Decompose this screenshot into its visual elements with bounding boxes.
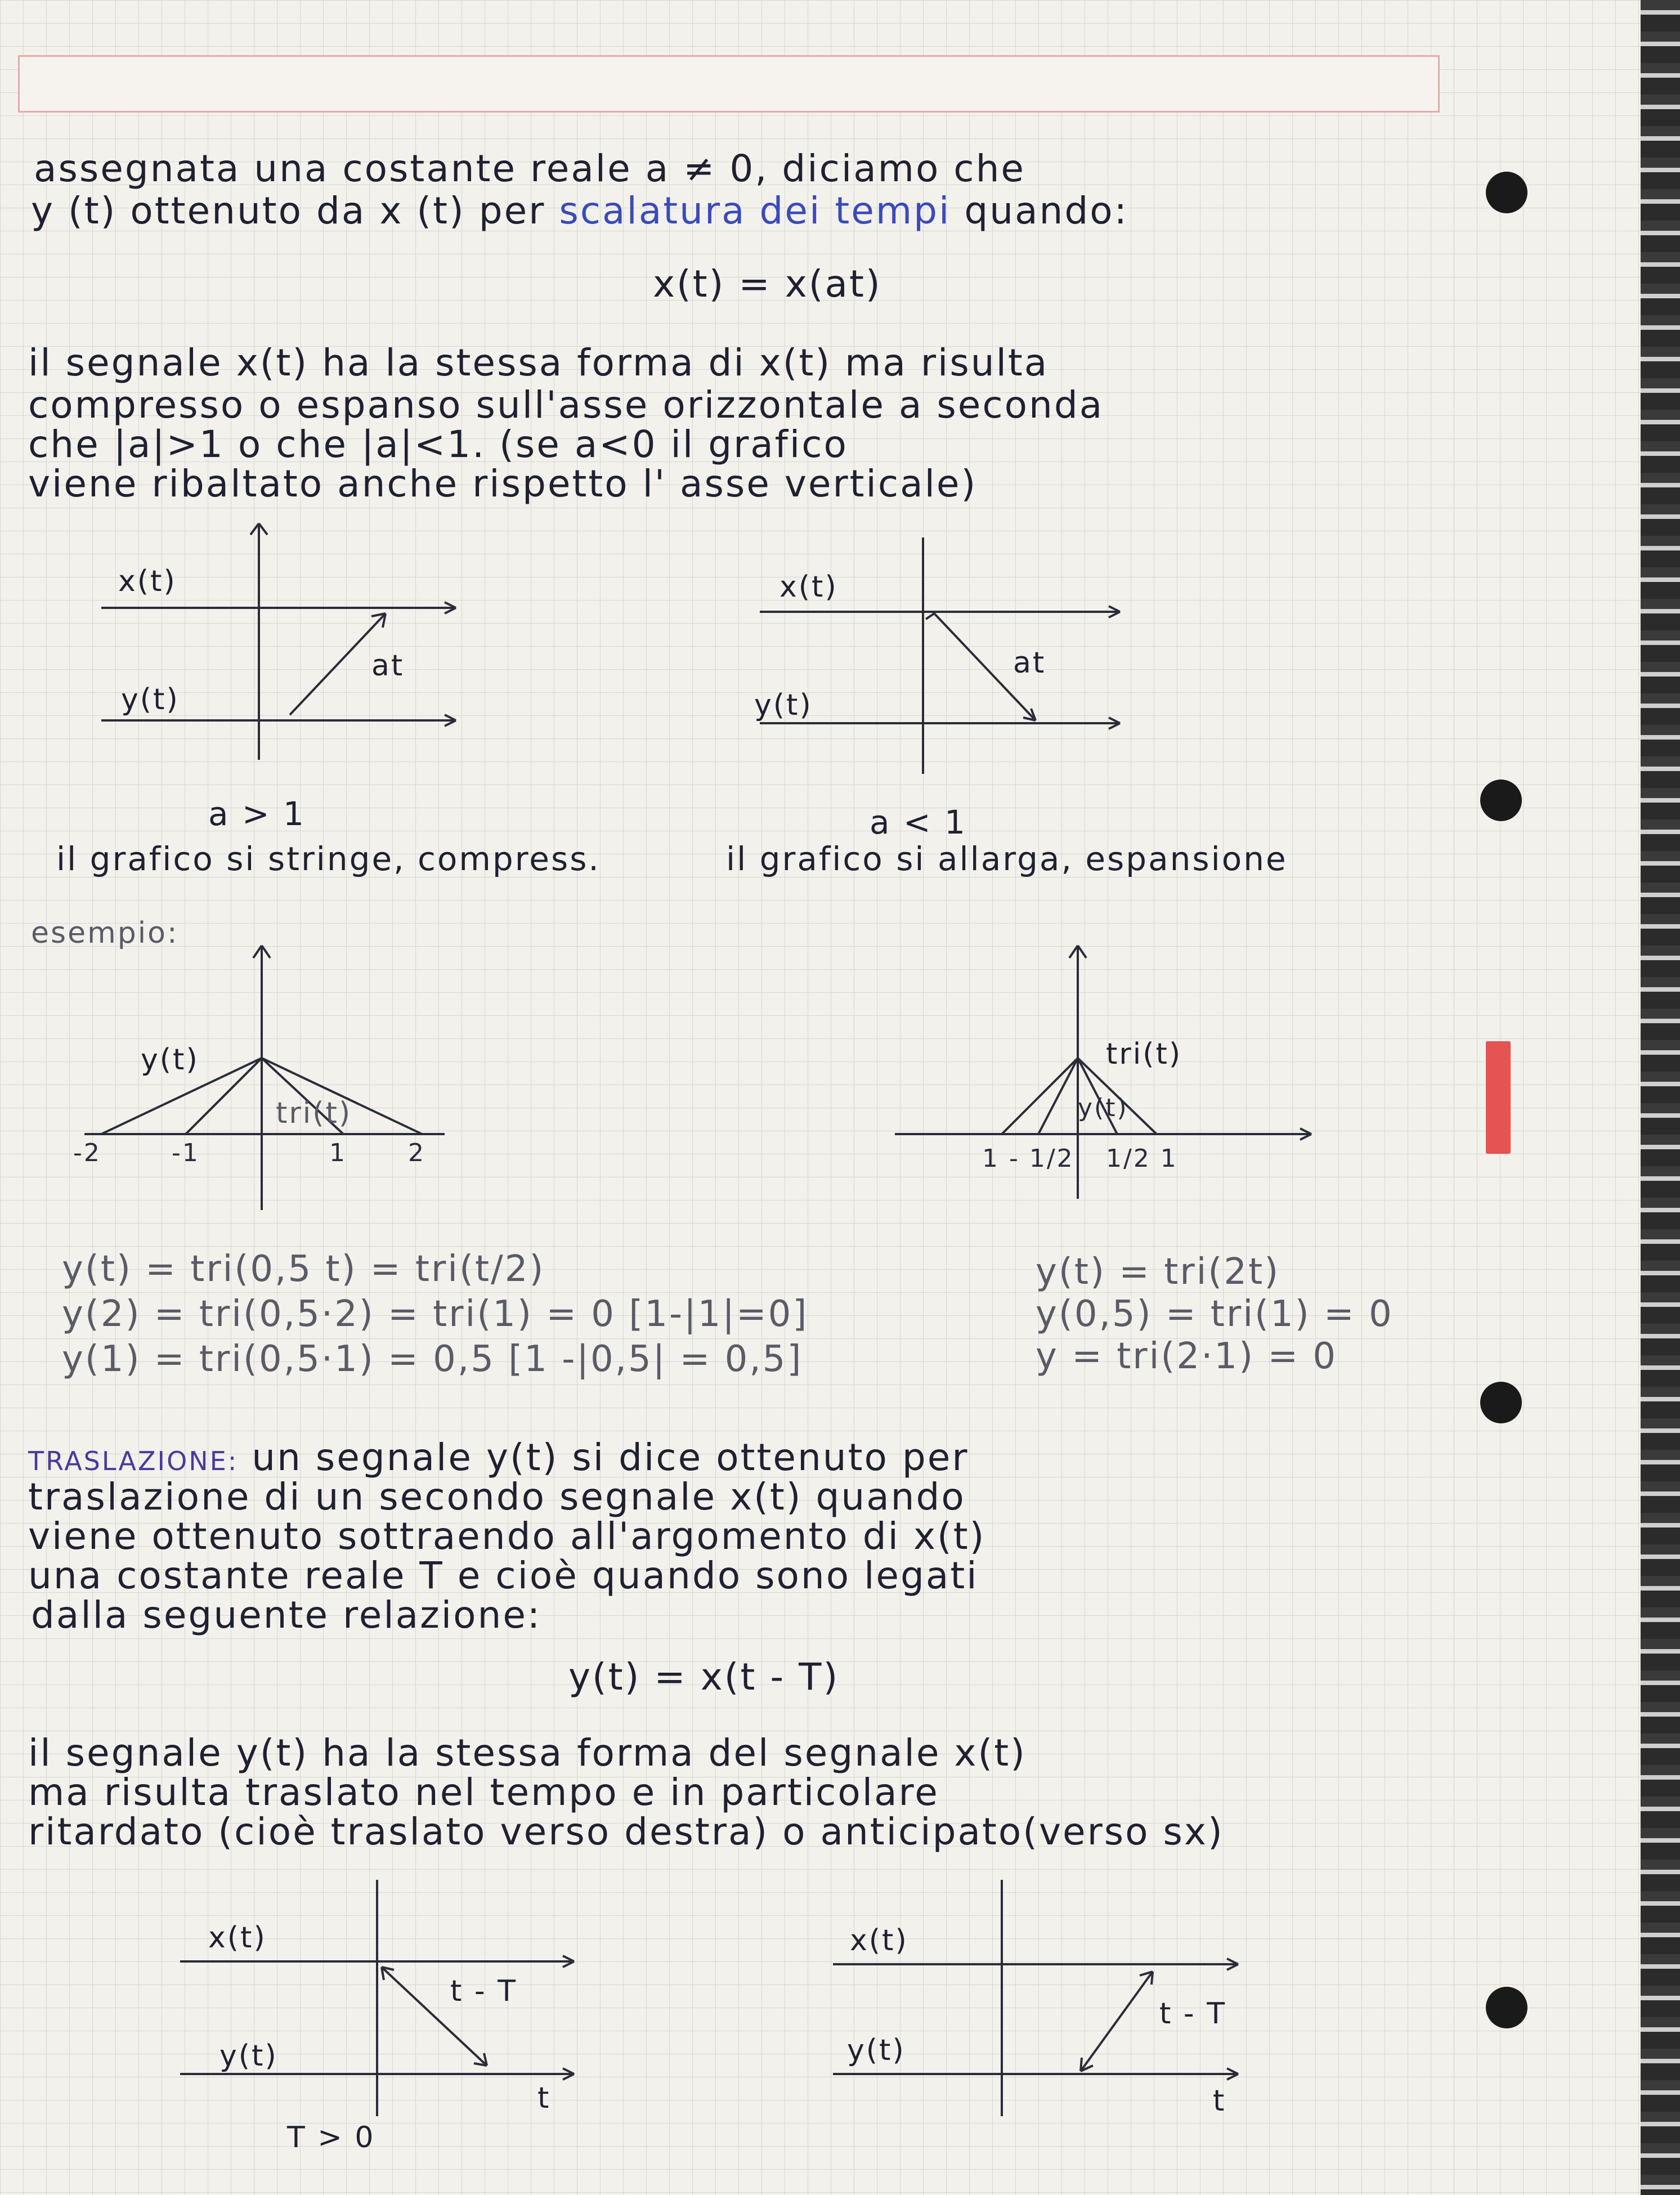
text-line: ma risulta traslato nel tempo e in particolare xyxy=(28,1771,939,1814)
graph-label-mark: t - T xyxy=(450,1974,517,2008)
text-line: il segnale y(t) ha la stessa forma del segnale x(t) xyxy=(28,1731,1027,1775)
axis-label: t xyxy=(537,2081,551,2115)
arrow-head xyxy=(1078,946,1086,958)
header-box xyxy=(18,55,1440,113)
arrow-head xyxy=(262,946,270,958)
tick-label: 2 xyxy=(408,1139,425,1167)
graph-tri-expansion xyxy=(84,946,467,1210)
graph-translation-delay xyxy=(180,1880,585,2116)
graph-label-top: x(t) xyxy=(779,570,838,604)
text-line: il segnale x(t) ha la stessa forma di x(t) ma risulta xyxy=(28,341,1049,384)
graph-label-top: x(t) xyxy=(850,1924,908,1957)
text-line xyxy=(31,191,1128,231)
formula-scaling: x(t) = x(at) xyxy=(653,262,882,306)
text-fragment: un segnale y(t) si dice ottenuto per xyxy=(238,1436,969,1479)
text-line xyxy=(28,1438,969,1481)
text-fragment: y (t) ottenuto da x (t) per xyxy=(31,189,559,232)
arrow-head xyxy=(253,946,262,958)
equation-line: y(t) = tri(0,5 t) = tri(t/2) xyxy=(62,1248,545,1290)
graph-label-mark: t - T xyxy=(1159,1997,1226,2031)
fn-label-y: y(t) xyxy=(1078,1094,1128,1122)
equation-line: y(2) = tri(0,5·2) = tri(1) = 0 [1-|1|=0] xyxy=(62,1293,809,1335)
text-line: viene ottenuto sottraendo all'argomento di x(t) xyxy=(28,1515,986,1558)
graph-label-mark: at xyxy=(1013,646,1046,680)
highlight-term: scalatura dei tempi xyxy=(559,189,951,232)
arrow-head xyxy=(259,523,267,535)
text-line: viene ribaltato anche rispetto l' asse verticale) xyxy=(28,462,978,505)
tick-label: 1 - 1/2 xyxy=(982,1144,1074,1173)
text-line: traslazione di un secondo segnale x(t) quando xyxy=(28,1475,966,1518)
section-heading: TRASLAZIONE: xyxy=(28,1446,239,1476)
text-line: che |a|>1 o che |a|<1. (se a<0 il grafico xyxy=(28,423,848,466)
text-line: dalla seguente relazione: xyxy=(31,1593,542,1637)
arrow-head xyxy=(1081,2058,1082,2071)
punch-hole xyxy=(1486,1987,1527,2028)
spiral-binding xyxy=(1641,0,1680,2195)
fn-label-y: y(t) xyxy=(141,1043,199,1077)
page-tab-marker xyxy=(1486,1041,1511,1154)
text-line: compresso o espanso sull'asse orizzontale a seconda xyxy=(28,383,1104,427)
graph-label-mark: at xyxy=(371,649,405,683)
equation-line: y(t) = tri(2t) xyxy=(1036,1251,1280,1293)
arrow-head xyxy=(1152,1972,1153,1985)
caption: il grafico si stringe, compress. xyxy=(56,840,601,878)
graph-label-bottom: y(t) xyxy=(219,2039,278,2073)
equation-line: y(0,5) = tri(1) = 0 xyxy=(1036,1293,1394,1335)
arrow-head xyxy=(1069,946,1078,958)
text-line: una costante reale T e cioè quando sono legati xyxy=(28,1554,979,1597)
equation-line: y = tri(2·1) = 0 xyxy=(1036,1336,1338,1377)
tick-label: 1 xyxy=(329,1139,347,1167)
caption-condition: a > 1 xyxy=(208,795,306,833)
caption: il grafico si allarga, espansione xyxy=(726,840,1288,878)
graph-label-bottom: y(t) xyxy=(847,2033,906,2067)
tick-label: 1/2 1 xyxy=(1106,1144,1178,1173)
caption-condition: a < 1 xyxy=(870,803,967,841)
equation-line: y(1) = tri(0,5·1) = 0,5 [1 -|0,5| = 0,5] xyxy=(62,1338,803,1380)
ramp-line xyxy=(1081,1972,1153,2071)
text-fragment: quando: xyxy=(951,189,1128,232)
graph-tri-compression xyxy=(889,946,1317,1199)
tick-label: -2 xyxy=(73,1139,101,1167)
graph-label-top: x(t) xyxy=(118,565,177,598)
fn-label-tri: tri(t) xyxy=(1106,1037,1182,1071)
graph-label-top: x(t) xyxy=(208,1921,267,1955)
axis-label: t xyxy=(1213,2084,1226,2118)
punch-hole xyxy=(1480,780,1522,821)
punch-hole xyxy=(1480,1382,1522,1423)
fn-label-tri: tri(t) xyxy=(276,1096,352,1130)
graph-label-bottom: y(t) xyxy=(121,683,180,716)
arrow-head xyxy=(250,523,259,535)
graph-label-bottom: y(t) xyxy=(754,688,813,722)
formula-translation: y(t) = x(t - T) xyxy=(568,1655,840,1699)
punch-hole xyxy=(1486,172,1527,213)
text-line: assegnata una costante reale a ≠ 0, diciamo che xyxy=(34,147,1026,190)
tick-label: -1 xyxy=(172,1139,200,1167)
graph-compression xyxy=(96,523,473,765)
text-line: ritardato (cioè traslato verso destra) o anticipato(verso sx) xyxy=(28,1810,1224,1853)
example-label: esempio: xyxy=(31,916,179,950)
graph-condition: T > 0 xyxy=(287,2121,375,2154)
